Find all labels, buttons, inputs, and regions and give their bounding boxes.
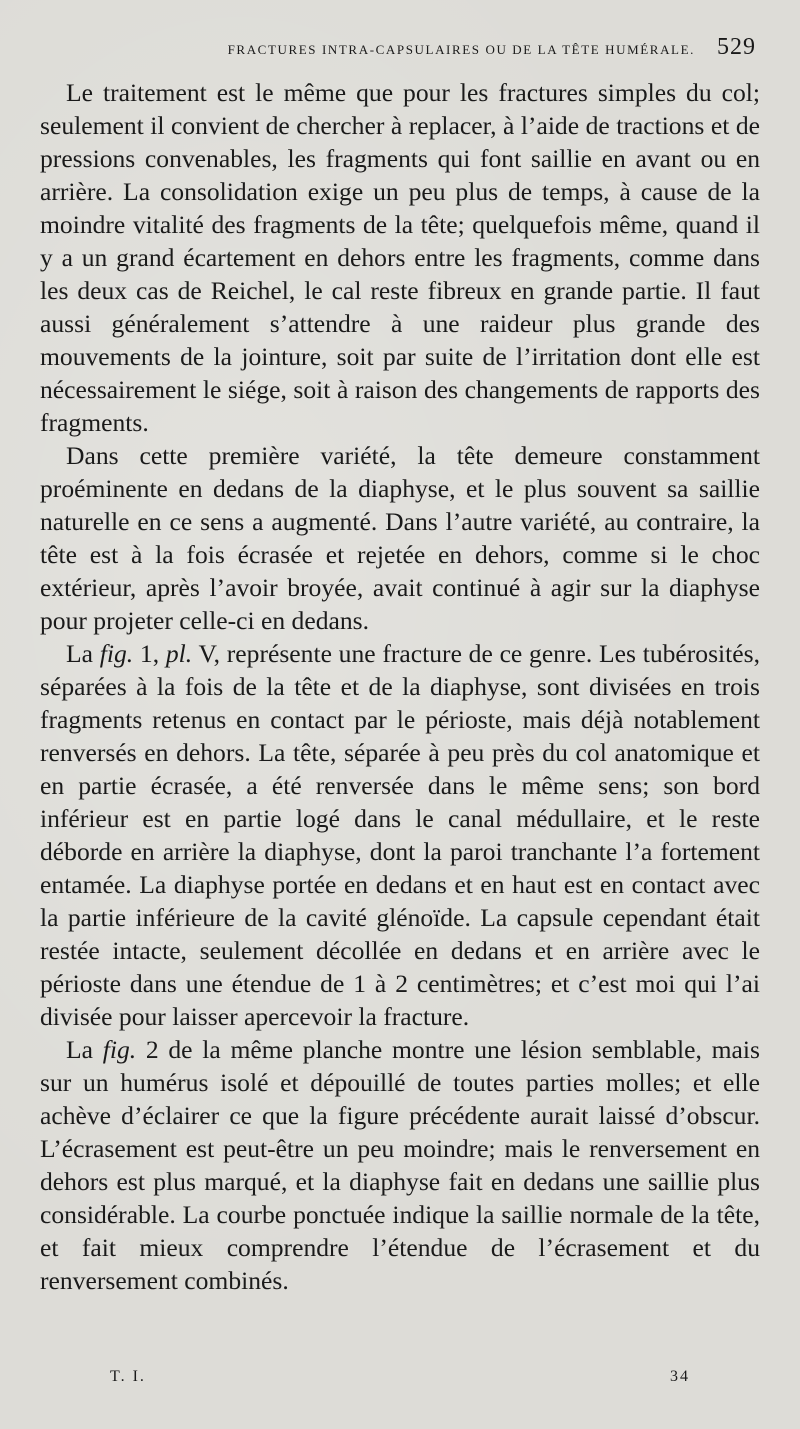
figure-reference: fig.	[102, 1035, 137, 1064]
text-segment: 2 de la même planche montre une lésion semblable, mais sur un humérus isolé et dépouillé de toutes parties molles; et elle achève d’éclairer ce que la figure précédente aurait laissé d’obscur. L’écrasement est peut-être un peu moindre; mais le renversement en dehors est plus marqué, et la diaphyse fait en dedans une saillie plus considérable. La courbe ponctuée indique la saillie normale de la tête, et fait mieux comprendre l’étendue de l’écrasement et du renversement combinés.	[40, 1035, 760, 1295]
sheet-signature: 34	[670, 1368, 690, 1385]
page-number: 529	[717, 34, 756, 60]
text-segment: La	[66, 1035, 103, 1064]
plate-reference: pl.	[165, 639, 193, 668]
text-segment: V, représente une fracture de ce genre. Les tubérosités, séparées à la fois de la tête et de la diaphyse, sont divisées en trois fragments retenus en contact par le périoste, mais déjà notablement renversés en dehors. La tête, séparée à peu près du col anatomique et en partie écrasée, a été renversée dans le même sens; son bord inférieur est en partie logé dans le canal médullaire, et le reste déborde en arrière la diaphyse, dont la paroi tranchante l’a fortement entamée. La diaphyse portée en dedans et en haut est en contact avec la partie inférieure de la cavité glénoïde. La capsule cependant était restée intacte, seulement décollée en dedans et en arrière avec le périoste dans une étendue de 1 à 2 centimètres; et c’est moi qui l’ai divisée pour laisser apercevoir la fracture.	[40, 639, 760, 1031]
running-title: FRACTURES INTRA-CAPSULAIRES OU DE LA TÊTE HUMÉRALE.	[227, 42, 695, 57]
paragraph-fig-2	[40, 1033, 760, 1297]
volume-signature: T. I.	[110, 1368, 146, 1385]
running-head	[40, 34, 760, 66]
paragraph-text: Dans cette première variété, la tête demeure constamment proéminente en dedans de la diaphyse, et le plus souvent sa saillie naturelle en ce sens a augmenté. Dans l’autre variété, au contraire, la tête est à la fois écrasée et rejetée en dehors, comme si le choc extérieur, après l’avoir broyée, avait continué à agir sur la diaphyse pour projeter celle-ci en dedans.	[40, 441, 760, 635]
paragraph-fig-1	[40, 637, 760, 1033]
text-segment: La	[66, 639, 100, 668]
figure-reference: fig.	[99, 639, 134, 668]
paragraph-first-variety	[40, 439, 760, 637]
paragraph-text: Le traitement est le même que pour les fractures simples du col; seulement il convient de chercher à replacer, à l’aide de tractions et de pressions convenables, les fragments qui font saillie en avant ou en arrière. La consolidation exige un peu plus de temps, à cause de la moindre vitalité des fragments de la tête; quelquefois même, quand il y a un grand écartement en dehors entre les fragments, comme dans les deux cas de Reichel, le cal reste fibreux en grande partie. Il faut aussi généralement s’attendre à une raideur plus grande des mouvements de la jointure, soit par suite de l’irritation dont elle est nécessairement le siége, soit à raison des changements de rapports des fragments.	[40, 78, 760, 437]
paragraph-treatment	[40, 76, 760, 439]
body-text	[40, 76, 760, 1297]
page-footer	[40, 1368, 760, 1386]
text-segment: 1,	[133, 639, 166, 668]
